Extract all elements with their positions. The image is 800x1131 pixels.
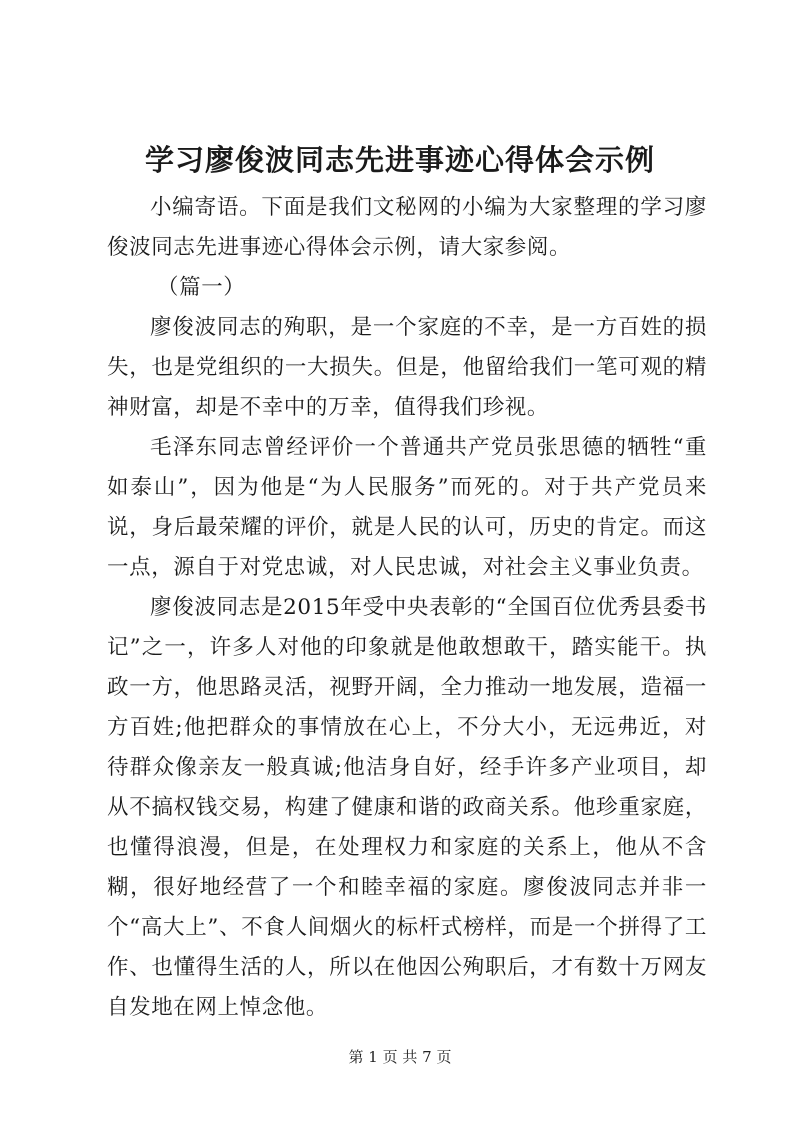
paragraph-intro: 小编寄语。下面是我们文秘网的小编为大家整理的学习廖俊波同志先进事迹心得体会示例，请大家参阅。	[107, 195, 707, 260]
document-body	[107, 188, 707, 1028]
section-marker: （篇一）	[157, 275, 246, 300]
document-title: 学习廖俊波同志先进事迹心得体会示例	[144, 143, 655, 177]
page-footer: 第 1 页 共 7 页	[348, 1048, 452, 1066]
paragraph-3: 廖俊波同志是2015年受中央表彰的“全国百位优秀县委书记”之一，许多人对他的印象就是他敢想敢干，踏实能干。执政一方，他思路灵活，视野开阔，全力推动一地发展，造福一方百姓;他把群众的事情放在心上，不分大小，无远弗近，对待群众像亲友一般真诚;他洁身自好，经手许多产业项目，却从不搞权钱交易，构建了健康和谐的政商关系。他珍重家庭，也懂得浪漫，但是，在处理权力和家庭的关系上，他从不含糊，很好地经营了一个和睦幸福的家庭。廖俊波同志并非一个“高大上”、不食人间烟火的标杆式榜样，而是一个拼得了工作、也懂得生活的人，所以在他因公殉职后，才有数十万网友自发地在网上悼念他。	[107, 595, 707, 1020]
paragraph-1: 廖俊波同志的殉职，是一个家庭的不幸，是一方百姓的损失，也是党组织的一大损失。但是，他留给我们一笔可观的精神财富，却是不幸中的万幸，值得我们珍视。	[107, 315, 707, 420]
paragraph-2: 毛泽东同志曾经评价一个普通共产党员张思德的牺牲“重如泰山”，因为他是“为人民服务”而死的。对于共产党员来说，身后最荣耀的评价，就是人民的认可，历史的肯定。而这一点，源自于对党忠诚，对人民忠诚，对社会主义事业负责。	[107, 435, 707, 580]
